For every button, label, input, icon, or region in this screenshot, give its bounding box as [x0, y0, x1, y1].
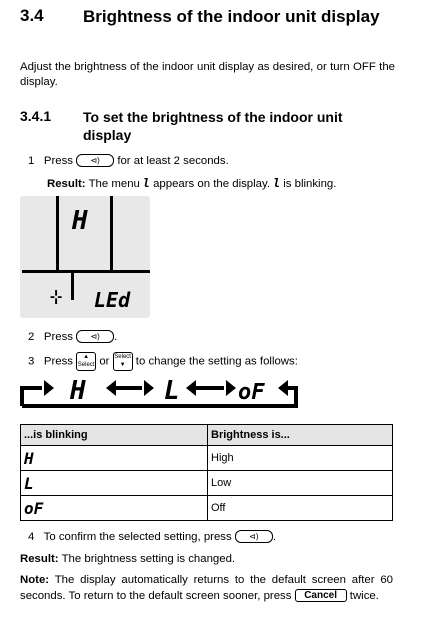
section-title: Brightness of the indoor unit display — [83, 7, 380, 26]
subsection-number: 3.4.1 — [20, 108, 52, 124]
lcd-display — [20, 196, 150, 318]
sequence-h: H — [70, 376, 86, 406]
table-row — [21, 471, 393, 496]
result-1: Result: The menu l appears on the display. l is blinking. — [47, 176, 337, 190]
table-cell-code: L — [21, 471, 208, 496]
fan-button-icon: ⊲) — [76, 330, 114, 343]
lcd-text: LEd — [94, 288, 131, 312]
sequence-of: oF — [238, 380, 265, 405]
fan-button-icon: ⊲) — [235, 530, 273, 543]
table-row — [21, 446, 393, 471]
step-3: 3 Press ▲ Select or Select ▼ to change the setting as follows: — [28, 352, 298, 371]
select-up-button-icon: ▲ Select — [76, 352, 96, 371]
subsection-title: To set the brightness of the indoor unit display — [83, 109, 343, 143]
table-row — [21, 496, 393, 521]
sequence-diagram — [20, 374, 300, 410]
section-number: 3.4 — [20, 6, 44, 25]
select-down-button-icon: Select ▼ — [113, 352, 133, 371]
table-cell-code: oF — [21, 496, 208, 521]
sequence-l: L — [164, 376, 180, 406]
result-2: Result: The brightness setting is changed. — [20, 553, 236, 565]
table-cell-value: Low — [208, 471, 393, 496]
table-header-row — [21, 425, 393, 446]
table-cell-value: High — [208, 446, 393, 471]
column-header: ...is blinking — [21, 425, 208, 446]
cancel-button-icon: Cancel — [295, 589, 347, 602]
table-cell-code: H — [21, 446, 208, 471]
column-header: Brightness is... — [208, 425, 393, 446]
step-2: 2 Press ⊲) . — [28, 331, 118, 343]
fan-button-icon: ⊲) — [76, 154, 114, 167]
lcd-top-value: H — [72, 206, 88, 236]
table-cell-value: Off — [208, 496, 393, 521]
brightness-table — [20, 424, 393, 521]
step-1: 1 Press ⊲) for at least 2 seconds. — [28, 155, 229, 167]
intro-text: Adjust the brightness of the indoor unit display as desired, or turn OFF the display. — [20, 61, 395, 88]
blink-icon: -¦- — [50, 288, 62, 305]
step-4: 4 To confirm the selected setting, press ⊲) . — [28, 531, 277, 543]
note: Note: The display automatically returns to the default screen after 60 seconds. To return to the default screen sooner, press Cancel twice. — [20, 574, 393, 602]
